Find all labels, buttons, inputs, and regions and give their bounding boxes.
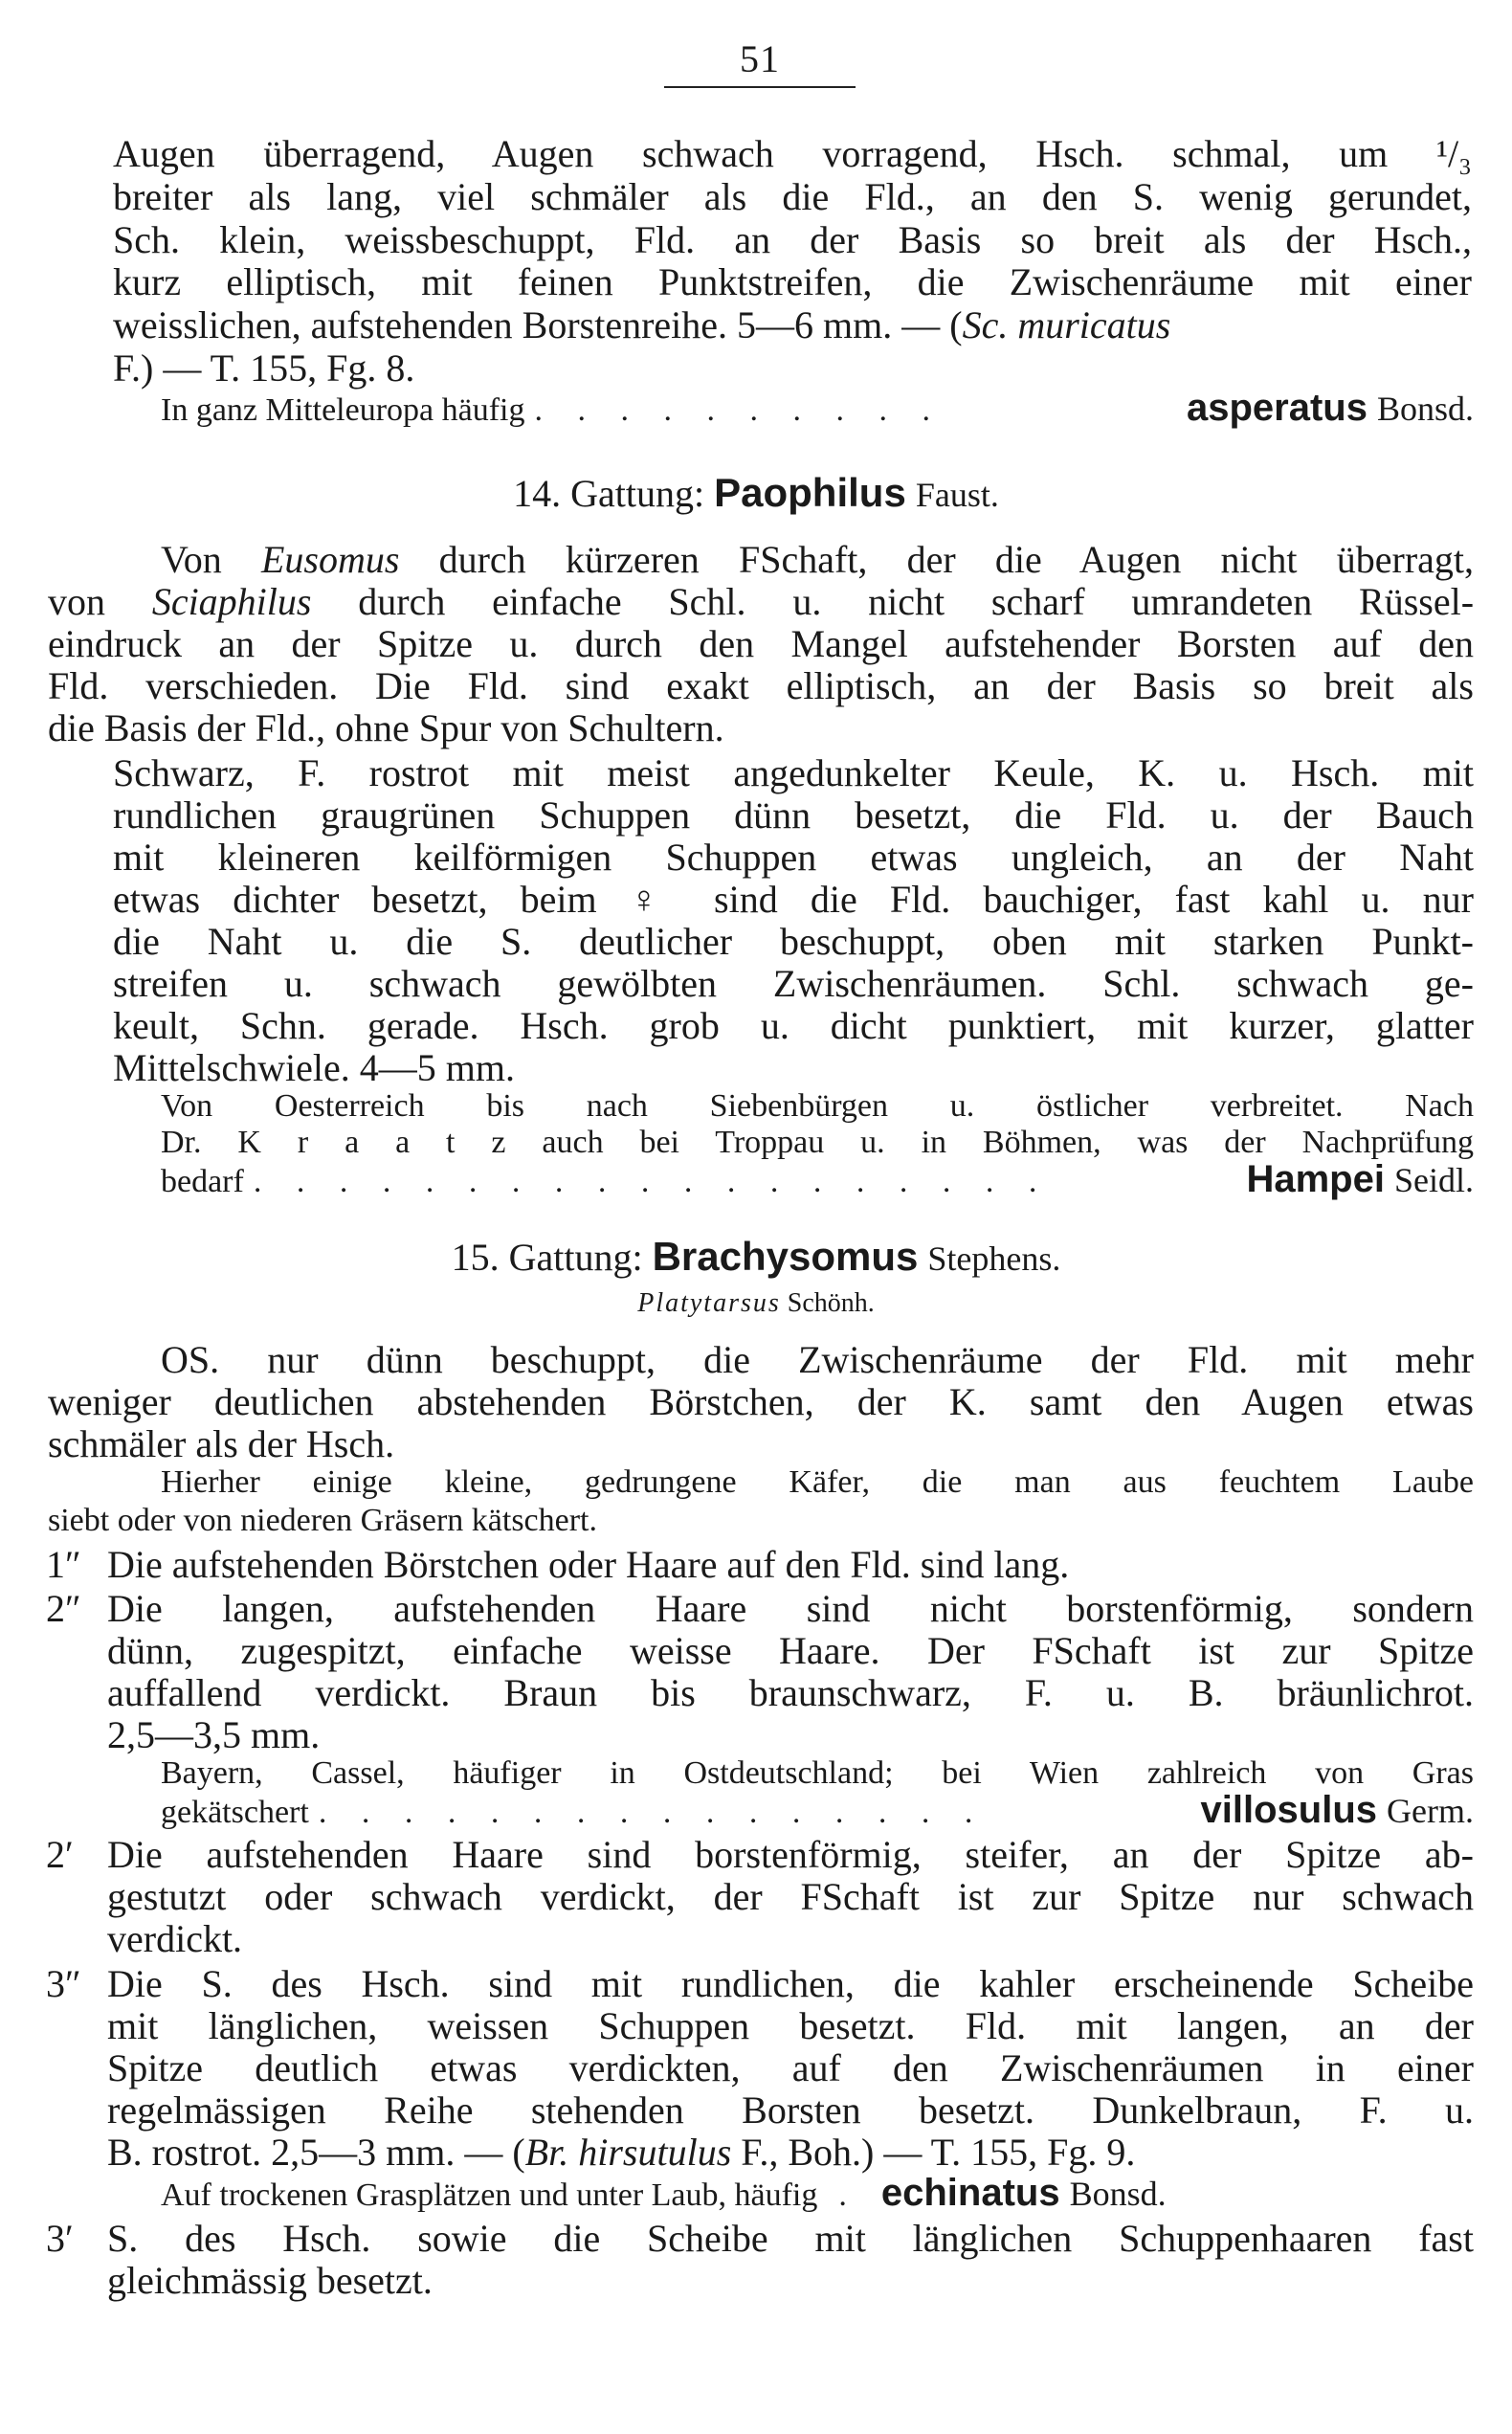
reference-species: muricatus [1017, 303, 1171, 346]
genus-heading-14 [0, 469, 1512, 517]
key-number: 3′ [46, 2217, 74, 2260]
species-line-echinatus [161, 2173, 1474, 2213]
text-line: die Basis der Fld., ohne Spur von Schultern. [48, 706, 724, 749]
key-number: 1″ [46, 1543, 81, 1586]
text-line: mit kleineren keilförmigen Schuppen etwas ungleich, an der Naht [113, 836, 1474, 879]
distribution-line: Von Oesterreich bis nach Siebenbürgen u. östlicher verbreitet. Nach [161, 1088, 1474, 1124]
page-number: 51 [740, 37, 780, 80]
key-number: 2′ [46, 1833, 74, 1876]
text-line: kurz elliptisch, mit feinen Punktstreifen, die Zwischenräume mit einer [113, 260, 1472, 303]
text-line: Augen überragend, Augen schwach vorragend, Hsch. schmal, um ¹/₃ [113, 132, 1472, 175]
genus-author: Stephens. [927, 1239, 1061, 1278]
text-line: etwas dichter besetzt, beim ♀ sind die Fld. bauchiger, fast kahl u. nur [113, 878, 1474, 921]
key-text: S. des Hsch. sowie die Scheibe mit länglichen Schuppenhaaren fast [107, 2217, 1474, 2260]
note-line: siebt oder von niederen Gräsern kätschert. [48, 1503, 597, 1538]
species-line-hampei [161, 1159, 1474, 1199]
text-line: Von Eusomus durch kürzeren FSchaft, der die Augen nicht überragt, [161, 538, 1475, 581]
text-line: die Naht u. die S. deutlicher beschuppt, oben mit starken Punkt- [113, 920, 1474, 963]
key-text: regelmässigen Reihe stehenden Borsten besetzt. Dunkelbraun, F. u. [107, 2088, 1474, 2132]
reference-open: ( [949, 303, 963, 346]
leader-dots: . . . . . . . . . . . . . . . . . . . [253, 1164, 1051, 1199]
leader-dots: . . . . . . . . . . [534, 392, 944, 428]
leader-dots: . [838, 2177, 860, 2213]
species-name: Hampei [1246, 1158, 1385, 1200]
text-fragment: weisslichen, aufstehenden Borstenreihe. 5—6 mm. — [113, 303, 941, 346]
page-number-rule [664, 86, 856, 88]
text-line: eindruck an der Spitze u. durch den Mangel aufstehender Borsten auf den [48, 622, 1474, 665]
note-line: Hierher einige kleine, gedrungene Käfer, die man aus feuchtem Laube [161, 1464, 1474, 1500]
key-text: gestutzt oder schwach verdickt, der FSchaft ist zur Spitze nur schwach [107, 1875, 1474, 1918]
species-reference: Br. hirsutulus [524, 2131, 732, 2174]
species-line-villosulus [161, 1790, 1474, 1830]
reference-genus: Sc. [962, 303, 1009, 346]
species-name: echinatus [880, 2172, 1060, 2214]
distribution-line: Dr. K r a a t z auch bei Troppau u. in Böhmen, was der Nachprüfung [161, 1125, 1474, 1160]
key-text: Die aufstehenden Börstchen oder Haare auf den Fld. sind lang. [107, 1543, 1070, 1586]
leader-dots: . . . . . . . . . . . . . . . . [318, 1795, 987, 1830]
species-name: asperatus [1186, 387, 1367, 429]
text-line: keult, Schn. gerade. Hsch. grob u. dicht punktiert, mit kurzer, glatter [113, 1004, 1474, 1047]
text-line: Schwarz, F. rostrot mit meist angedunkelter Keule, K. u. Hsch. mit [113, 751, 1474, 794]
key-text: Die S. des Hsch. sind mit rundlichen, die kahler erscheinende Scheibe [107, 1962, 1474, 2005]
genus-number: 14. Gattung: [513, 472, 705, 515]
distribution-text: Auf trockenen Grasplätzen und unter Laub, häufig [161, 2177, 818, 2213]
key-text: Die langen, aufstehenden Haare sind nicht borstenförmig, sondern [107, 1587, 1474, 1630]
species-author: Bonsd. [1069, 2175, 1167, 2213]
text-line: Fld. verschieden. Die Fld. sind exakt elliptisch, an der Basis so breit als [48, 664, 1474, 707]
distribution-line: Bayern, Cassel, häufiger in Ostdeutschland; bei Wien zahlreich von Gras [161, 1755, 1474, 1791]
key-text: dünn, zugespitzt, einfache weisse Haare. Der FSchaft ist zur Spitze [107, 1629, 1474, 1672]
key-text: 2,5—3,5 mm. [107, 1713, 321, 1756]
synonym-name: Platytarsus [637, 1288, 781, 1318]
species-author: Seidl. [1393, 1161, 1474, 1199]
key-text: verdickt. [107, 1917, 243, 1960]
text-line [113, 303, 1472, 347]
text-line: schmäler als der Hsch. [48, 1422, 395, 1465]
key-number: 2″ [46, 1587, 81, 1630]
genus-name: Paophilus [714, 470, 906, 515]
text-line: weniger deutlichen abstehenden Börstchen, der K. samt den Augen etwas [48, 1380, 1474, 1423]
species-name: villosulus [1200, 1789, 1378, 1831]
key-text: Die aufstehenden Haare sind borstenförmig, steifer, an der Spitze ab- [107, 1833, 1474, 1876]
text-line: streifen u. schwach gewölbten Zwischenräumen. Schl. schwach ge- [113, 962, 1474, 1005]
text-line: OS. nur dünn beschuppt, die Zwischenräume der Fld. mit mehr [161, 1338, 1474, 1381]
species-line-asperatus [161, 388, 1474, 428]
text-line: rundlichen graugrünen Schuppen dünn besetzt, die Fld. u. der Bauch [113, 793, 1474, 837]
genus-synonym [0, 1286, 1512, 1321]
text-line: breiter als lang, viel schmäler als die Fld., an den S. wenig gerundet, [113, 175, 1472, 218]
text-line: F.) — T. 155, Fg. 8. [113, 346, 415, 390]
distribution-text: bedarf [161, 1164, 244, 1199]
species-author: Bonsd. [1376, 390, 1474, 428]
genus-number: 15. Gattung: [451, 1236, 643, 1279]
text-line: Mittelschwiele. 4—5 mm. [113, 1046, 515, 1089]
key-number: 3″ [46, 1962, 81, 2005]
key-text: gleichmässig besetzt. [107, 2259, 433, 2302]
text-line: von Sciaphilus durch einfache Schl. u. nicht scharf umrandeten Rüssel- [48, 580, 1475, 623]
synonym-author: Schönh. [787, 1288, 875, 1318]
genus-reference: Sciaphilus [151, 580, 312, 623]
key-text: mit länglichen, weissen Schuppen besetzt. Fld. mit langen, an der [107, 2004, 1474, 2047]
genus-reference: Eusomus [260, 538, 400, 581]
genus-name: Brachysomus [652, 1234, 919, 1279]
text-line: Sch. klein, weissbeschuppt, Fld. an der Basis so breit als der Hsch., [113, 218, 1472, 261]
distribution-text: gekätschert [161, 1795, 309, 1830]
distribution-text: In ganz Mitteleuropa häufig [161, 392, 525, 428]
species-author: Germ. [1387, 1792, 1474, 1830]
key-text: Spitze deutlich etwas verdickten, auf den Zwischenräumen in einer [107, 2046, 1474, 2089]
key-text: auffallend verdickt. Braun bis braunschwarz, F. u. B. bräunlichrot. [107, 1671, 1474, 1714]
key-text: B. rostrot. 2,5—3 mm. — (Br. hirsutulus F., Boh.) — T. 155, Fg. 9. [107, 2131, 1136, 2174]
genus-author: Faust. [915, 476, 999, 514]
genus-heading-15 [0, 1233, 1512, 1281]
